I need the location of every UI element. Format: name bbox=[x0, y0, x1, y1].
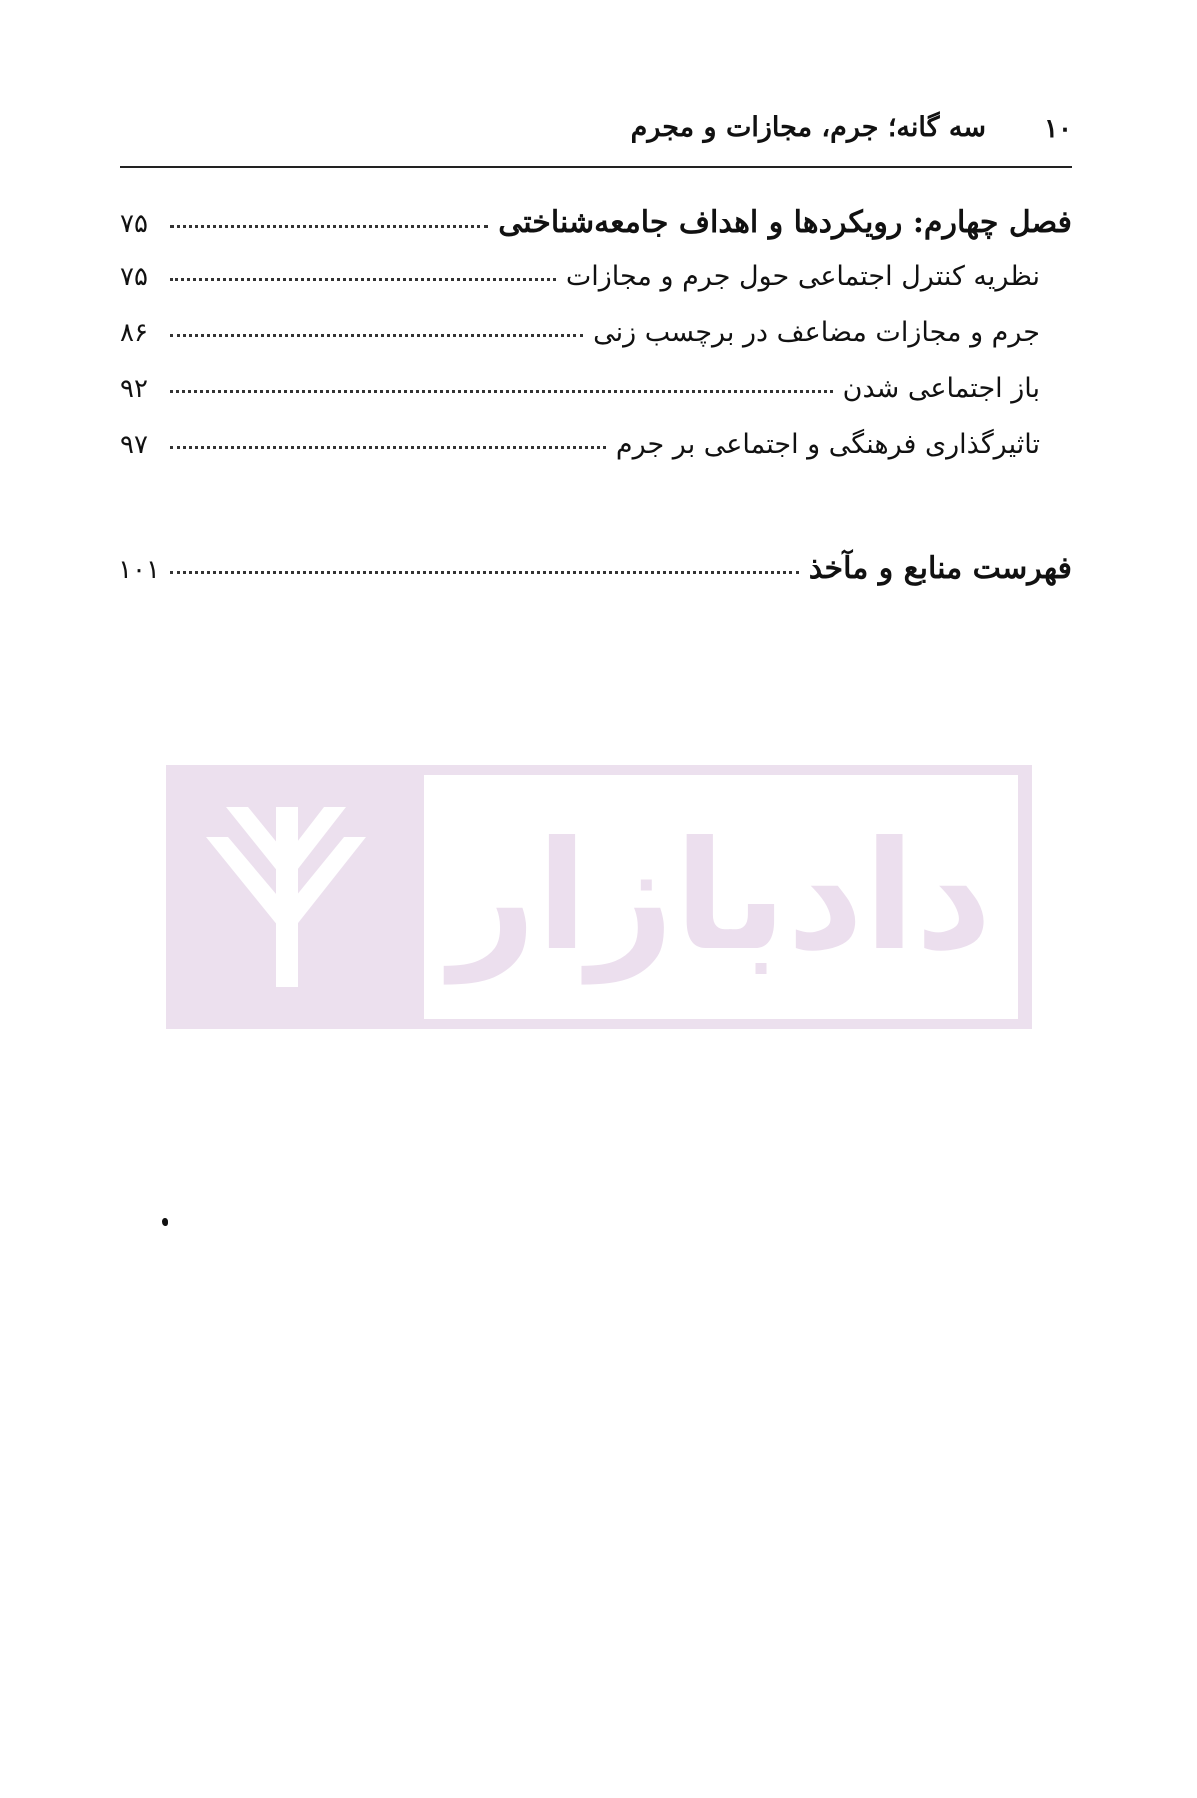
toc-bibliography bbox=[120, 551, 1072, 595]
dot-leader bbox=[170, 334, 583, 337]
tree-logo-icon bbox=[206, 807, 366, 987]
toc-entry-page: ۱۰۱ bbox=[118, 555, 160, 585]
toc-entry-page: ۷۵ bbox=[120, 209, 148, 239]
dot-leader bbox=[170, 446, 606, 449]
toc-entry-page: ۸۶ bbox=[120, 318, 148, 348]
toc-entry-title: جرم و مجازات مضاعف در برچسب زنی bbox=[593, 317, 1040, 348]
toc-entry-page: ۹۲ bbox=[120, 374, 148, 404]
toc-entry-title: فهرست منابع و مآخذ bbox=[808, 551, 1072, 586]
book-title: سه گانه؛ جرم، مجازات و مجرم bbox=[630, 112, 986, 143]
toc-chapter-4 bbox=[120, 205, 1072, 249]
toc-section bbox=[120, 373, 1072, 417]
toc-entry-page: ۷۵ bbox=[120, 262, 148, 292]
toc-section bbox=[120, 429, 1072, 473]
toc-entry-title: فصل چهارم: رویکردها و اهداف جامعه‌شناختی bbox=[498, 205, 1072, 240]
print-speck bbox=[162, 1218, 168, 1226]
dot-leader bbox=[170, 225, 488, 228]
watermark bbox=[166, 765, 1032, 1029]
watermark-text: دادبازار bbox=[449, 810, 993, 984]
toc-entry-title: تاثیرگذاری فرهنگی و اجتماعی بر جرم bbox=[615, 429, 1040, 460]
watermark-text-panel bbox=[424, 775, 1018, 1019]
header-divider bbox=[120, 166, 1072, 168]
toc-section bbox=[120, 261, 1072, 305]
toc-section bbox=[120, 317, 1072, 361]
dot-leader bbox=[170, 390, 833, 393]
page-number: ۱۰ bbox=[1044, 114, 1072, 144]
dot-leader bbox=[170, 278, 556, 281]
toc-entry-title: نظریه کنترل اجتماعی حول جرم و مجازات bbox=[565, 261, 1040, 292]
running-header bbox=[120, 104, 1072, 160]
toc-entry-page: ۹۷ bbox=[120, 430, 148, 460]
dot-leader bbox=[170, 571, 799, 574]
toc-entry-title: باز اجتماعی شدن bbox=[842, 373, 1040, 404]
